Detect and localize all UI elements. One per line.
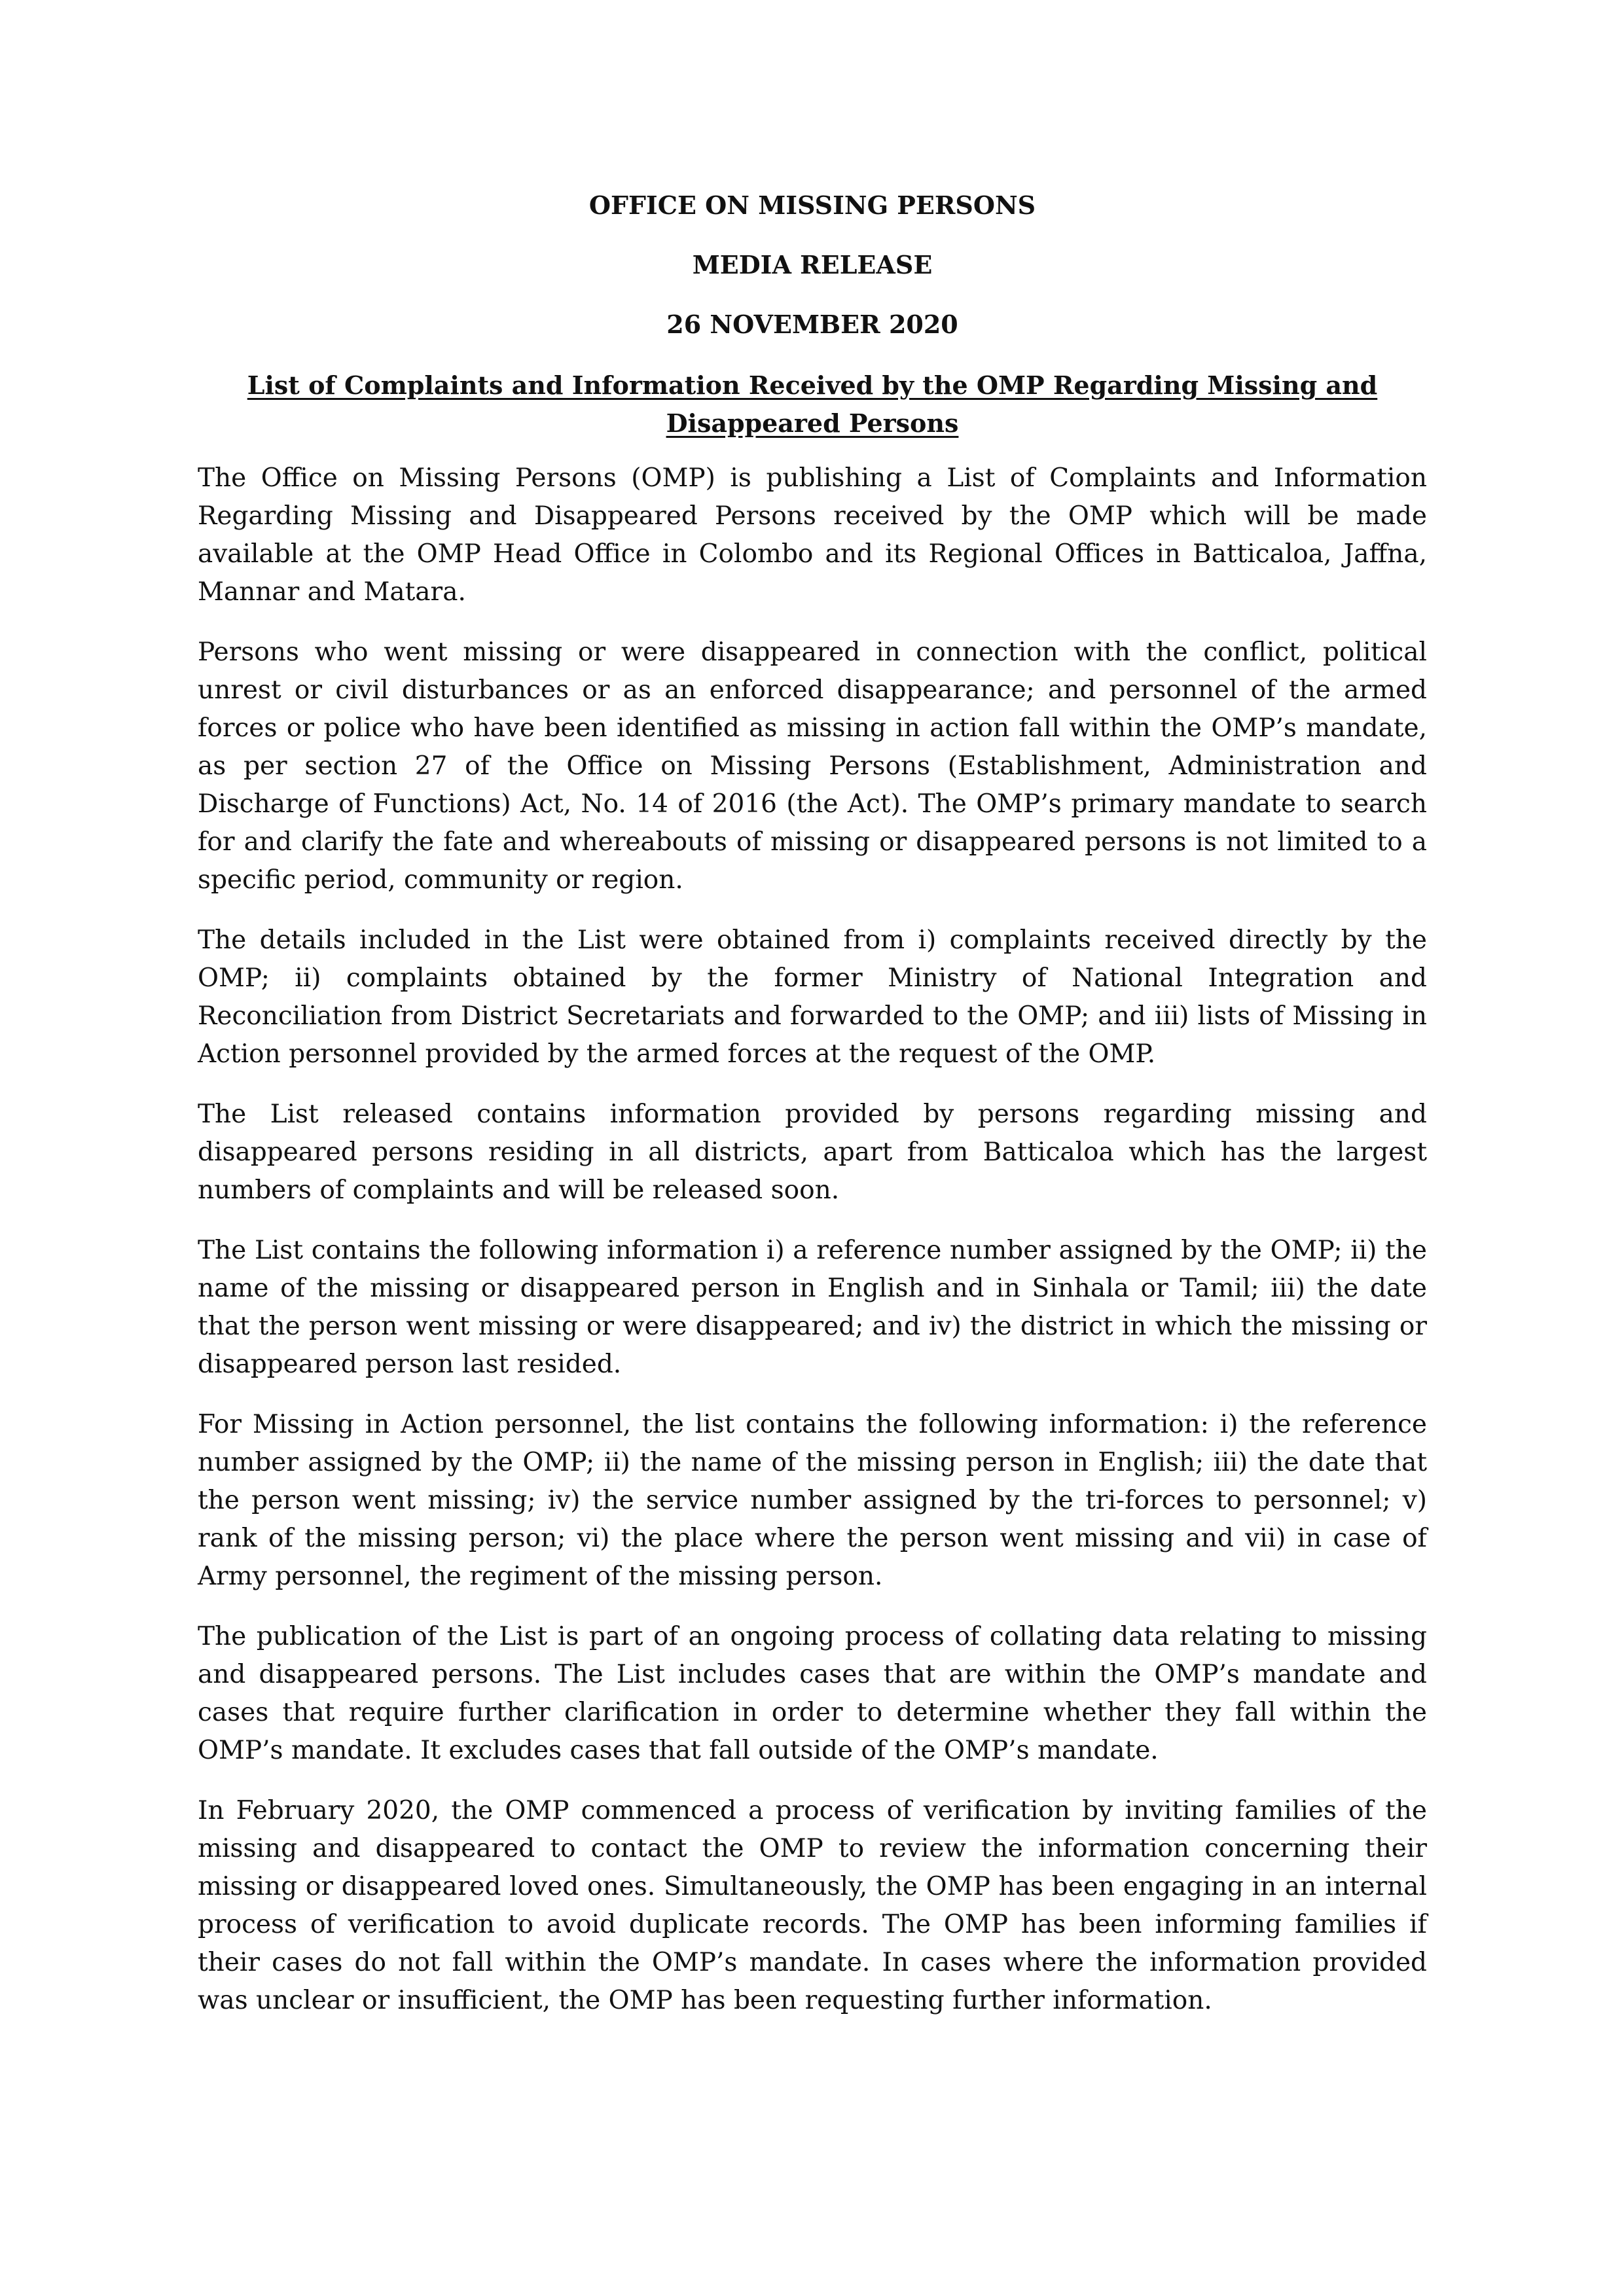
paragraph-mia-contents: For Missing in Action personnel, the list contains the following information: i) the reference number assigned by the OMP; ii) the name of the missing person in English; iii) the date that the person went missing; iv) the service number assigned by the tri-forces to personnel; v) rank of the missing person; vi) the place where the person went missing and vii) in case of Army personnel, the regiment of the missing person.	[198, 1410, 1427, 1591]
document-body	[198, 190, 1427, 2042]
release-type: MEDIA RELEASE	[692, 250, 933, 279]
paragraph-list-contents: The List contains the following information i) a reference number assigned by the OMP; ii) the name of the missing or disappeared person in English and in Sinhala or Tamil; iii) the date that the person went missing or were disappeared; and iv) the district in which the missing or disappeared person last resided.	[198, 1236, 1427, 1379]
paragraph-sources: The details included in the List were obtained from i) complaints received directly by the OMP; ii) complaints obtained by the former Ministry of National Integration and Reconciliation from District Secretariats and forwarded to the OMP; and iii) lists of Missing in Action personnel provided by the armed forces at the request of the OMP.	[198, 925, 1427, 1069]
paragraph-publication: The publication of the List is part of an ongoing process of collating data relating to missing and disappeared persons. The List includes cases that are within the OMP’s mandate and cases that require further clarification in order to determine whether they fall within the OMP’s mandate. It excludes cases that fall outside of the OMP’s mandate.	[198, 1622, 1427, 1765]
release-date: 26 NOVEMBER 2020	[666, 310, 958, 339]
release-subject: List of Complaints and Information Received by the OMP Regarding Missing and Disappeared Persons	[247, 370, 1378, 438]
paragraph-coverage: The List released contains information provided by persons regarding missing and disappeared persons residing in all districts, apart from Batticaloa which has the largest numbers of complaints and will be released soon.	[198, 1100, 1427, 1205]
organization-title: OFFICE ON MISSING PERSONS	[588, 190, 1036, 220]
paragraph-intro: The Office on Missing Persons (OMP) is publishing a List of Complaints and Information Regarding Missing and Disappeared Persons received by the OMP which will be made available at the OMP Head Office in Colombo and its Regional Offices in Batticaloa, Jaffna, Mannar and Matara.	[198, 463, 1427, 607]
paragraph-verification: In February 2020, the OMP commenced a process of verification by inviting families of the missing and disappeared to contact the OMP to review the information concerning their missing or disappeared loved ones. Simultaneously, the OMP has been engaging in an internal process of verification to avoid duplicate records. The OMP has been informing families if their cases do not fall within the OMP’s mandate. In cases where the information provided was unclear or insufficient, the OMP has been requesting further information.	[198, 1796, 1427, 2015]
paragraph-mandate: Persons who went missing or were disappeared in connection with the conflict, political unrest or civil disturbances or as an enforced disappearance; and personnel of the armed forces or police who have been identified as missing in action fall within the OMP’s mandate, as per section 27 of the Office on Missing Persons (Establishment, Administration and Discharge of Functions) Act, No. 14 of 2016 (the Act). The OMP’s primary mandate to search for and clarify the fate and whereabouts of missing or disappeared persons is not limited to a specific period, community or region.	[198, 637, 1427, 895]
